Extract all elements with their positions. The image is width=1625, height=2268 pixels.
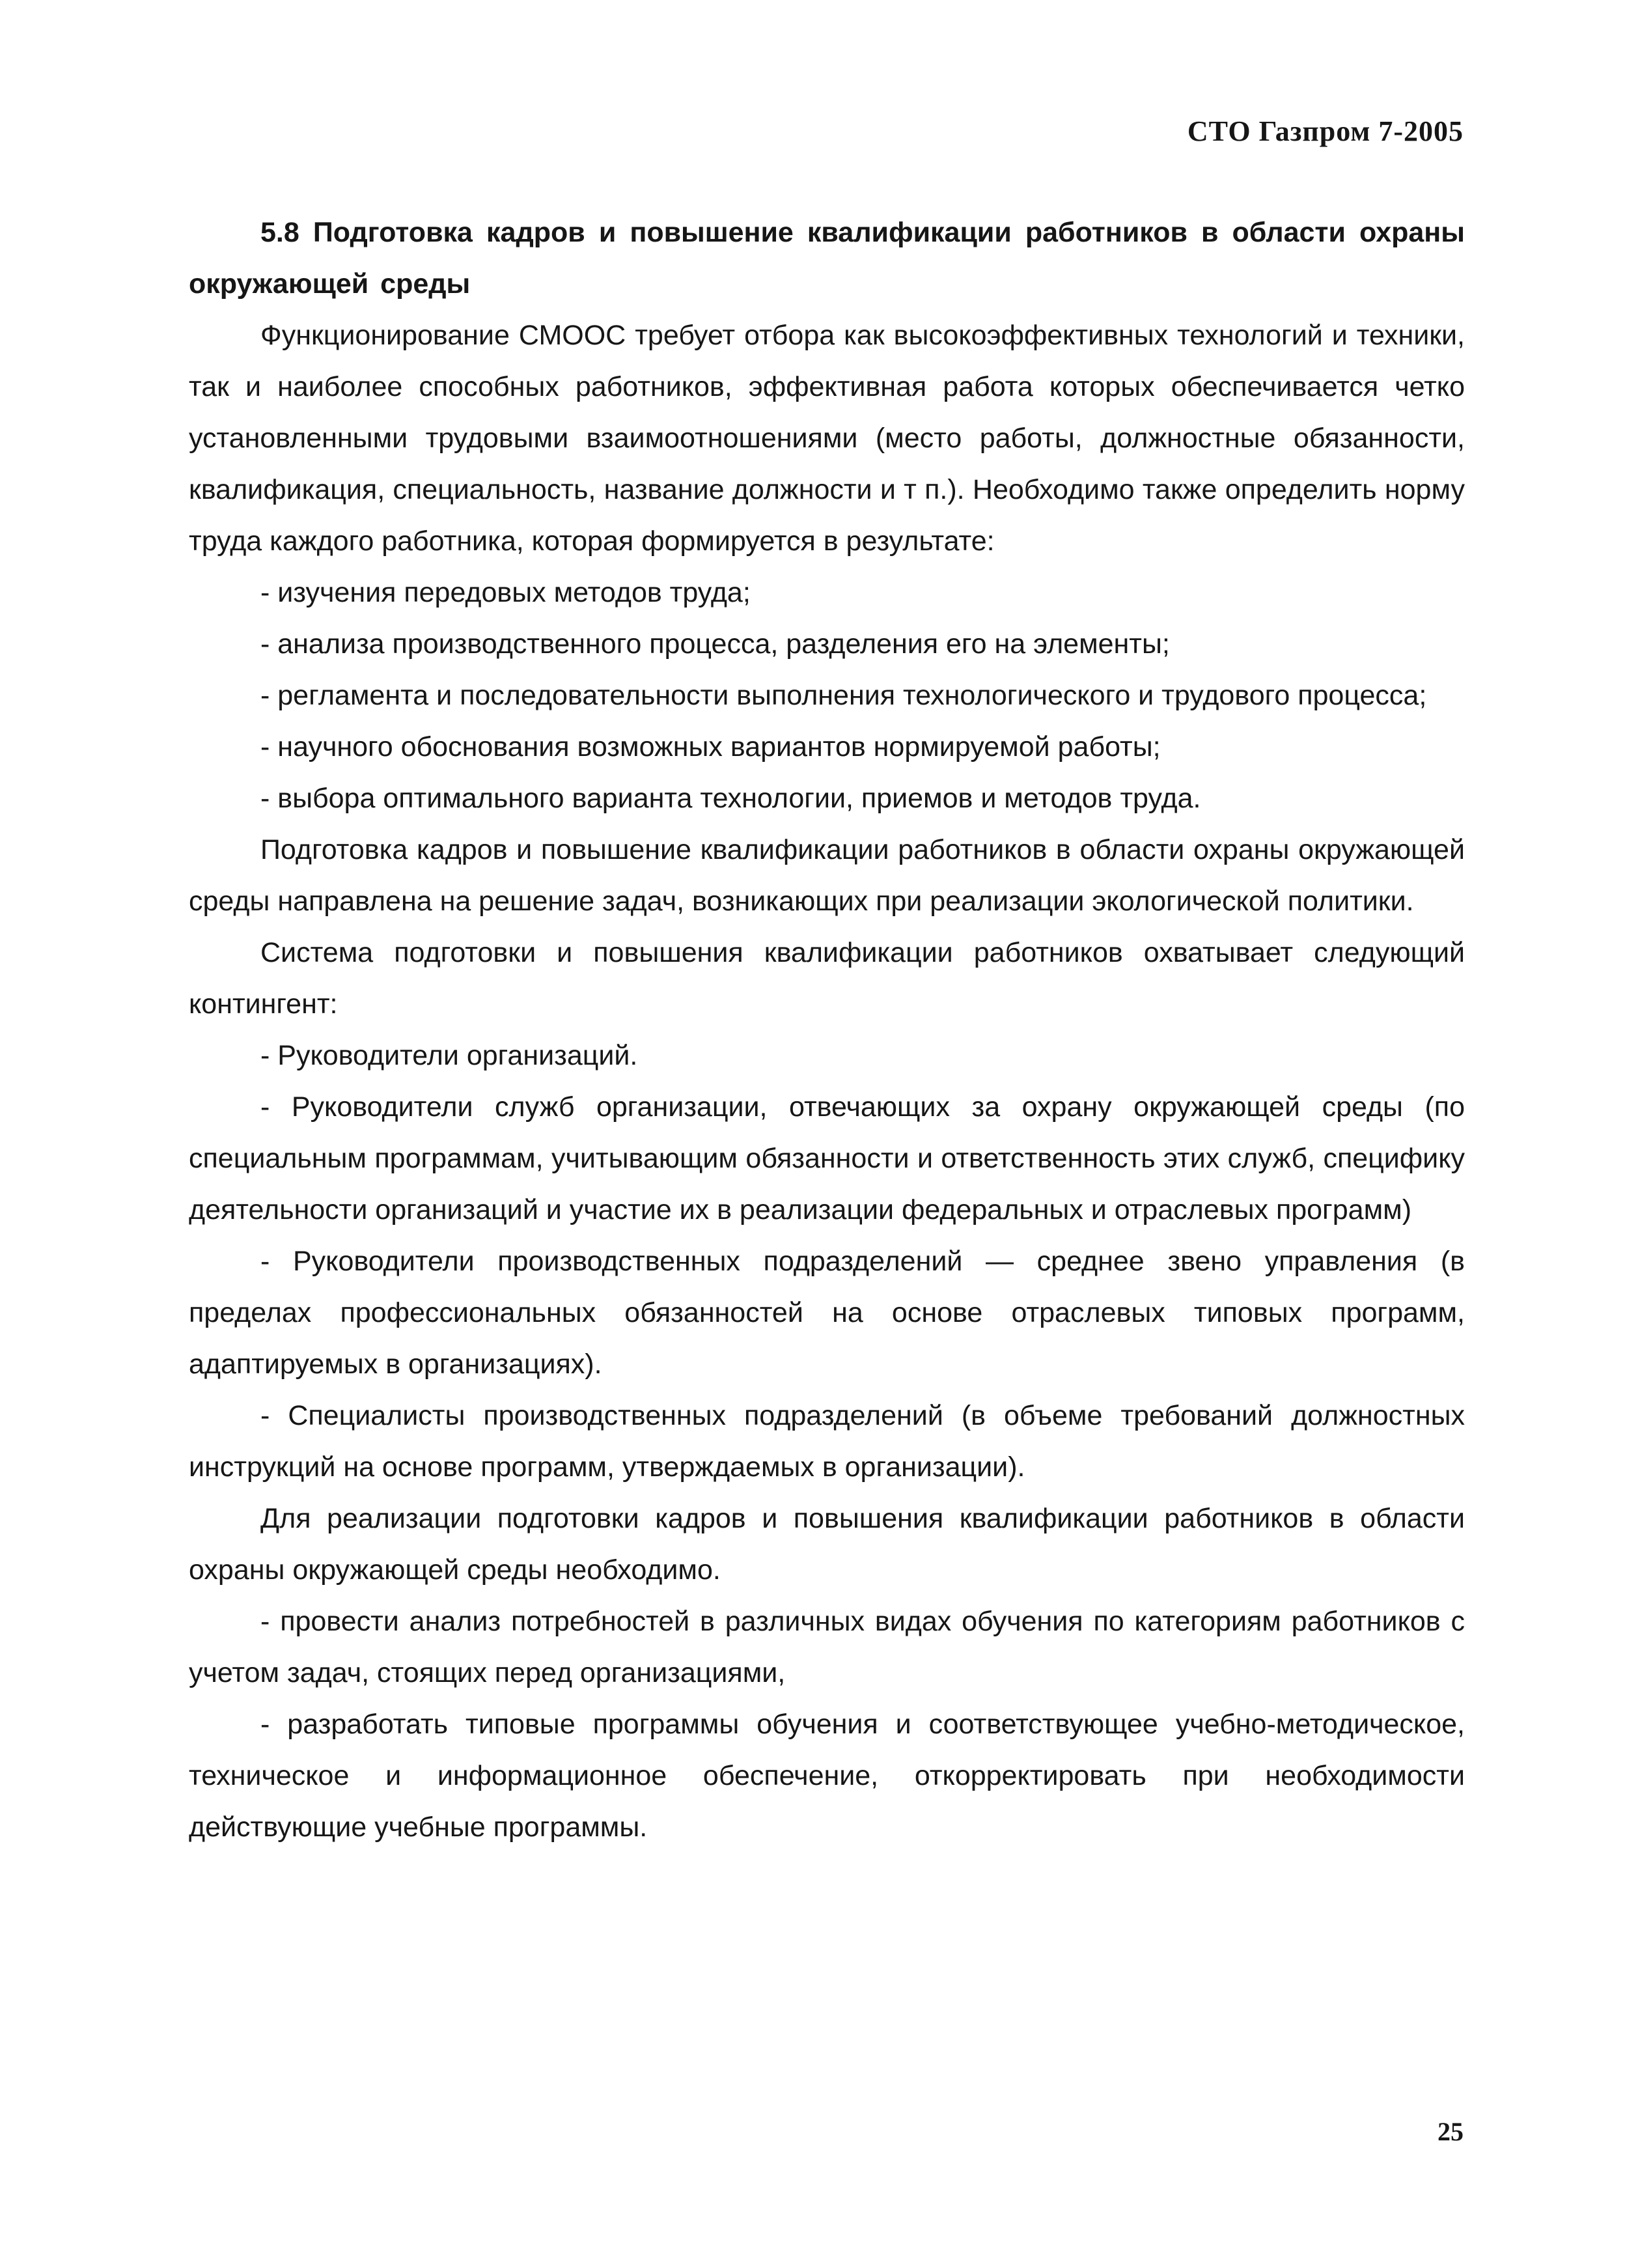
list-item: - Руководители производственных подразделений — среднее звено управления (в пределах профессиональных обязанностей на основе отраслевых типовых программ, адаптируемых в организациях). — [189, 1246, 1465, 1380]
list-item: - регламента и последовательности выполнения технологического и трудового процесса; — [260, 680, 1427, 711]
list-item: - изучения передовых методов труда; — [260, 577, 751, 608]
page-content — [189, 207, 1465, 1853]
paragraph: Функционирование СМООС требует отбора как высокоэффективных технологий и техники, так и наиболее способных работников, эффективная работа которых обеспечивается четко установленными трудовыми взаимоотношениями (место работы, должностные обязанности, квалификация, специальность, название должности и т п.). Необходимо также определить норму труда каждого работника, которая формируется в результате: — [189, 320, 1465, 557]
document-header: СТО Газпром 7-2005 — [1187, 115, 1464, 147]
paragraph: Система подготовки и повышения квалификации работников охватывает следующий контингент: — [189, 937, 1465, 1020]
page-number: 25 — [1438, 2117, 1464, 2146]
list-item: - Руководители организаций. — [260, 1040, 638, 1071]
list-item: - научного обоснования возможных вариантов нормируемой работы; — [260, 731, 1161, 763]
list-item: - разработать типовые программы обучения и соответствующее учебно-методическое, техническое и информационное обеспечение, откорректировать при необходимости действующие учебные программы. — [189, 1709, 1465, 1843]
list-item: - анализа производственного процесса, разделения его на элементы; — [260, 628, 1170, 660]
section-heading: 5.8 Подготовка кадров и повышение квалификации работников в области охраны окружающей среды — [189, 217, 1465, 300]
paragraph: Подготовка кадров и повышение квалификации работников в области охраны окружающей среды направлена на решение задач, возникающих при реализации экологической политики. — [189, 834, 1465, 917]
list-item: - провести анализ потребностей в различных видах обучения по категориям работников с учетом задач, стоящих перед организациями, — [189, 1606, 1465, 1688]
list-item: - Специалисты производственных подразделений (в объеме требований должностных инструкций на основе программ, утверждаемых в организации). — [189, 1400, 1465, 1483]
list-item: - Руководители служб организации, отвечающих за охрану окружающей среды (по специальным программам, учитывающим обязанности и ответственность этих служб, специфику деятельности организаций и участие их в реализации федеральных и отраслевых программ) — [189, 1091, 1465, 1225]
paragraph: Для реализации подготовки кадров и повышения квалификации работников в области охраны окружающей среды необходимо. — [189, 1503, 1465, 1586]
list-item: - выбора оптимального варианта технологии, приемов и методов труда. — [260, 783, 1201, 814]
